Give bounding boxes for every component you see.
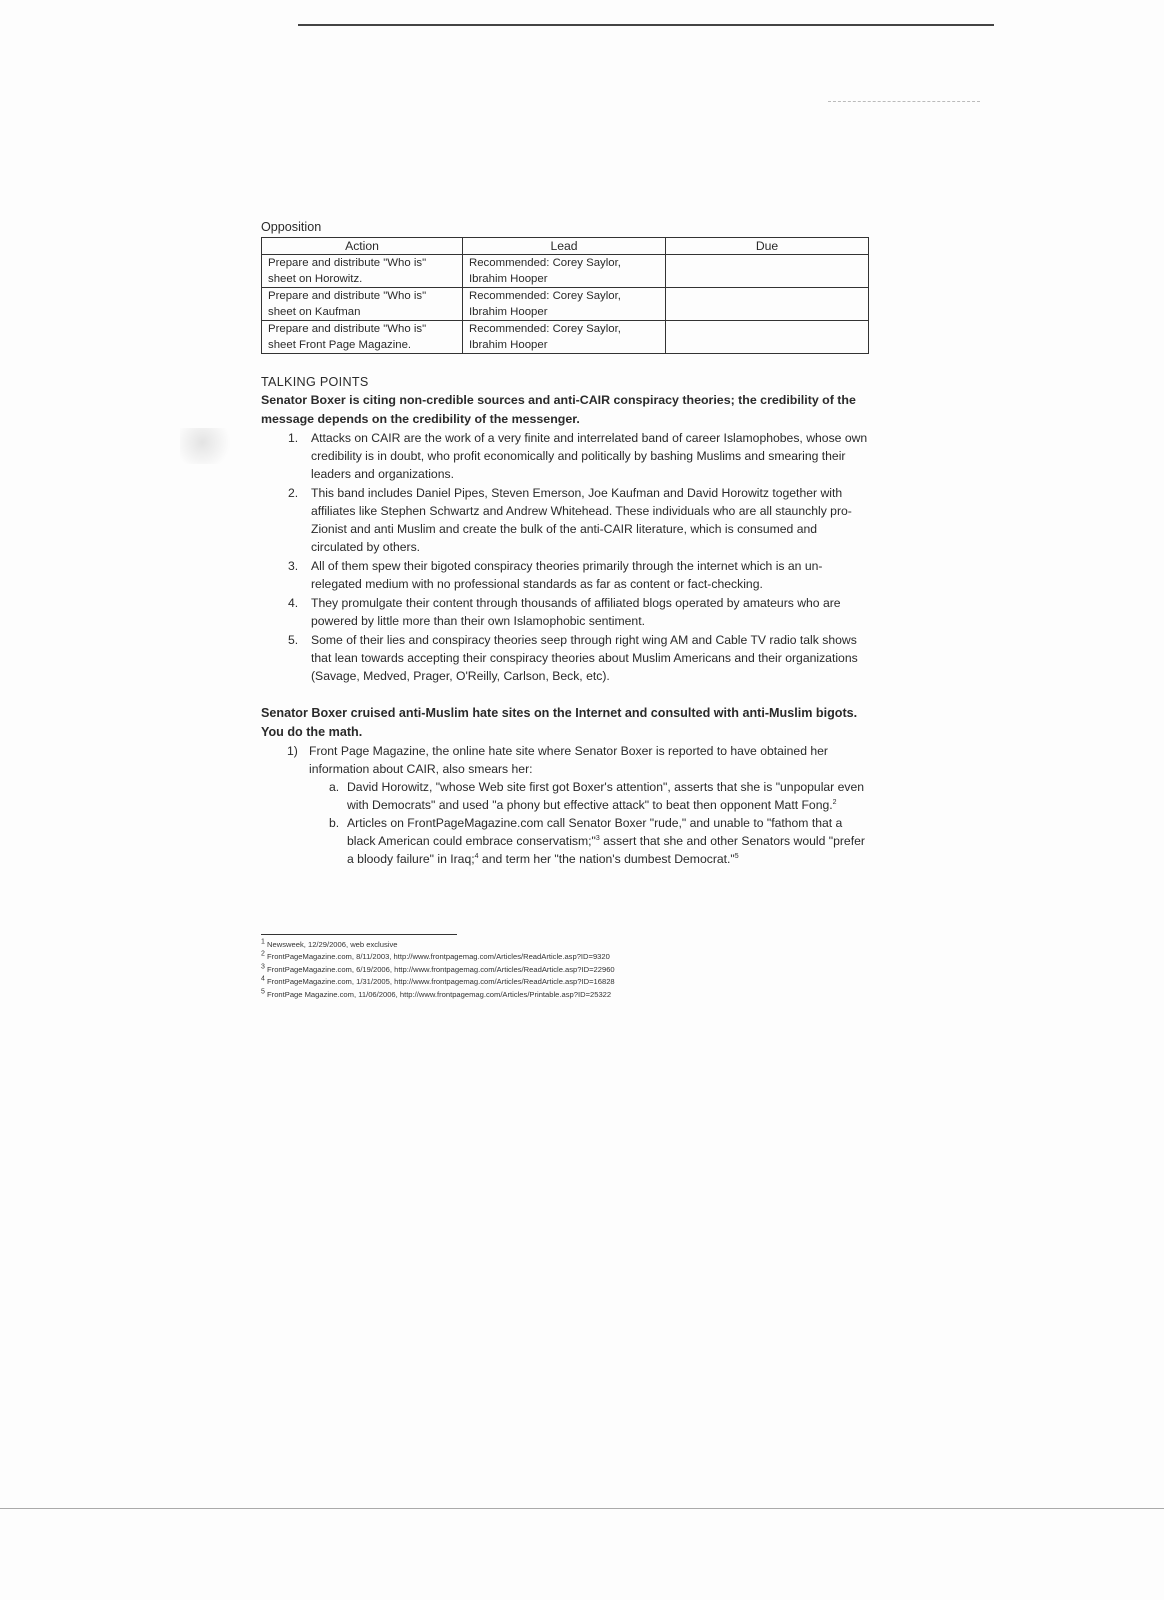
list-item: 4. They promulgate their content through thousands of affiliated blogs operated by amateurs who are powered by little more than their own Islamophobic sentiment. [288,596,841,628]
footnote: $^2$ FrontPageMagazine.com, 8/11/2003, http://www.frontpagemag.com/Articles/ReadArticle.asp?ID=9320 [261,950,610,962]
list-item: 5. Some of their lies and conspiracy theories seep through right wing AM and Cable TV radio talk shows that lean towards accepting their conspiracy theories about Muslim Americans and their organizations (Savage, Medved, Prager, O'Reilly, Carlson, Beck, etc). [288,633,858,683]
talking-points-title: TALKING POINTS [261,375,369,389]
table-row [262,321,869,354]
list-item: b. Articles on FrontPageMagazine.com call Senator Boxer "rude," and unable to "fathom that a black American could embrace conservatism;"$^3$ assert that she and other Senators would "prefer a bloody failure" in Iraq;$^4$ and term her "the nation's dumbest Democrat."$^5$ [329,816,865,866]
cell-due [666,288,869,321]
second-lead: Senator Boxer cruised anti-Muslim hate sites on the Internet and consulted with anti-Muslim bigots. You do the math. [261,706,858,739]
list-item: 3. All of them spew their bigoted conspiracy theories primarily through the internet which is an un-relegated medium with no professional standards as far as content or fact-checking. [288,559,823,591]
opposition-table [261,237,869,354]
scan-smudge [180,428,236,464]
header-action: Action [262,238,463,255]
cell-due [666,321,869,354]
cell-due [666,255,869,288]
footnote-rule [261,934,457,935]
footnote: $^5$ FrontPage Magazine.com, 11/06/2006, http://www.frontpagemag.com/Articles/Printable.asp?ID=25322 [261,988,612,999]
header-lead: Lead [463,238,666,255]
faint-dashed-rule [828,101,980,102]
section-title: Opposition [261,220,322,234]
talking-points-lead: Senator Boxer is citing non-credible sources and anti-CAIR conspiracy theories; the credibility of the message depends on the credibility of the messenger. [261,393,856,426]
bottom-scan-edge [0,1508,1164,1509]
cell-lead: Recommended: Corey Saylor, Ibrahim Hooper [463,288,666,321]
footnote: $^1$ Newsweek, 12/29/2006, web exclusive [261,938,398,949]
cell-lead: Recommended: Corey Saylor, Ibrahim Hooper [463,255,666,288]
footnote: $^3$ FrontPageMagazine.com, 6/19/2006, http://www.frontpagemag.com/Articles/ReadArticle.asp?ID=22960 [261,963,615,974]
list-item: 1) Front Page Magazine, the online hate site where Senator Boxer is reported to have obtained her information about CAIR, also smears her: [287,744,828,776]
cell-lead: Recommended: Corey Saylor, Ibrahim Hooper [463,321,666,354]
list-item: 2. This band includes Daniel Pipes, Steven Emerson, Joe Kaufman and David Horowitz together with affiliates like Stephen Schwartz and Andrew Whitehead. These individuals who are all staunchly pro-Zionist and anti Muslim and create the bulk of the anti-CAIR literature, which is consumed and circulated by others. [288,486,852,554]
top-rule [298,24,994,26]
cell-action: Prepare and distribute "Who is" sheet Front Page Magazine. [262,321,463,354]
header-due: Due [666,238,869,255]
cell-action: Prepare and distribute "Who is" sheet on Kaufman [262,288,463,321]
list-item: a. David Horowitz, "whose Web site first got Boxer's attention", asserts that she is "unpopular even with Democrats" and used "a phony but effective attack" to beat then opponent Matt Fong.$^2$ [329,780,865,812]
cell-action: Prepare and distribute "Who is" sheet on Horowitz. [262,255,463,288]
talking-points-list [261,429,871,685]
list-item: 1. Attacks on CAIR are the work of a very finite and interrelated band of career Islamophobes, whose own credibility is in doubt, who profit economically and politically by bashing Muslims and smearing their leaders and organizations. [288,431,868,481]
footnote: $^4$ FrontPageMagazine.com, 1/31/2005, http://www.frontpagemag.com/Articles/ReadArticle.asp?ID=16828 [261,975,615,987]
footnotes [261,939,871,1001]
document-body [261,218,871,1001]
table-row [262,255,869,288]
table-header-row [262,238,869,255]
table-row [262,288,869,321]
